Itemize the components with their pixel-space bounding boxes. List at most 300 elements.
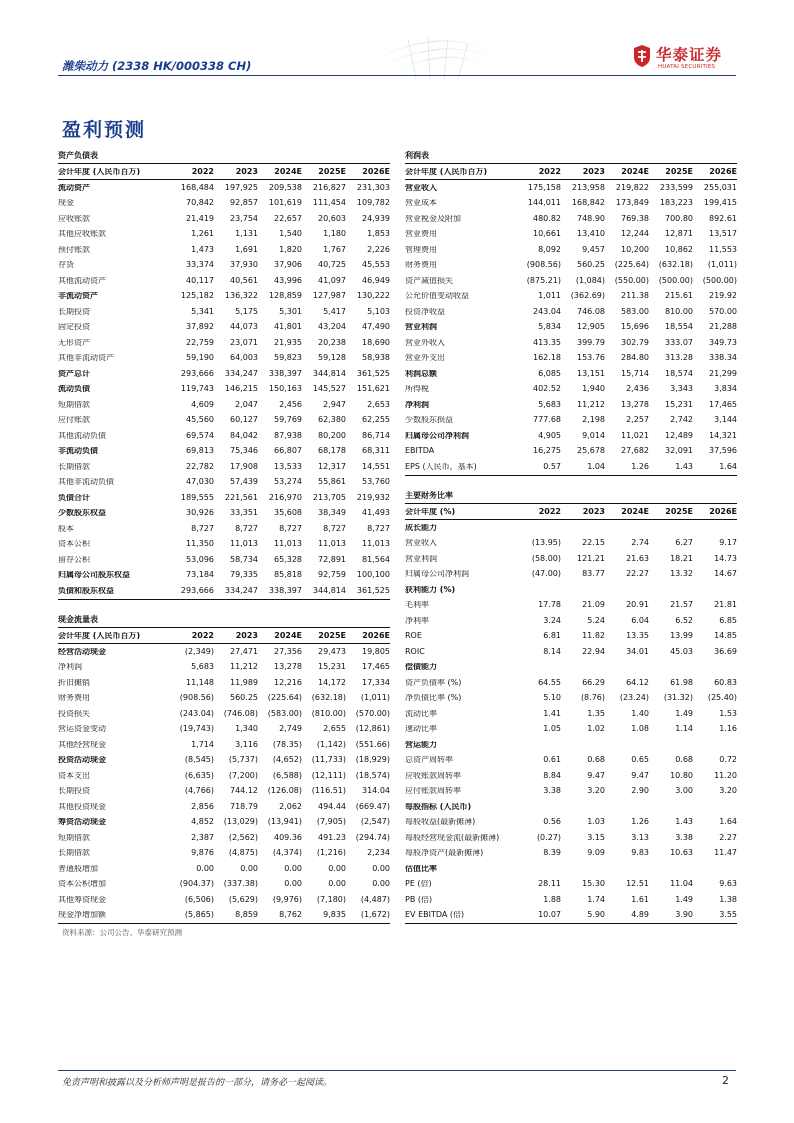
- row-value: 3.15: [587, 832, 605, 842]
- row-value: (632.18): [658, 260, 693, 270]
- row-value: (551.66): [355, 739, 390, 749]
- row-value: 12.51: [626, 879, 649, 889]
- cash-flow-table: [58, 612, 390, 924]
- row-value: 37,596: [709, 446, 737, 456]
- row-value: 14.73: [714, 553, 737, 563]
- row-value: (225.64): [267, 693, 302, 703]
- row-value: (23.24): [619, 693, 649, 703]
- row-value: 11,553: [709, 244, 737, 254]
- row-label: 应付账款: [58, 416, 90, 425]
- table-row: [58, 475, 390, 491]
- row-value: (5,865): [184, 910, 214, 920]
- header-year: 2025E: [665, 166, 693, 176]
- row-value: 18,690: [362, 337, 390, 347]
- table-row: [58, 660, 390, 676]
- row-value: 3,834: [714, 384, 737, 394]
- row-value: 11.04: [670, 879, 693, 889]
- row-label: 偿债能力: [405, 663, 437, 672]
- row-value: 3.20: [719, 786, 737, 796]
- row-value: 34.01: [626, 646, 649, 656]
- row-value: 11,013: [362, 539, 390, 549]
- table-header-row: [405, 504, 737, 520]
- row-value: 80,200: [318, 430, 346, 440]
- row-value: (362.69): [570, 291, 605, 301]
- table-row: [58, 521, 390, 537]
- row-value: 64.55: [538, 677, 561, 687]
- row-value: (746.08): [223, 708, 258, 718]
- row-value: 27,356: [274, 646, 302, 656]
- row-value: 3.38: [675, 832, 693, 842]
- row-value: 313.28: [665, 353, 693, 363]
- row-value: 1,473: [191, 244, 214, 254]
- row-label: ROE: [405, 632, 422, 641]
- row-label: 流动比率: [405, 709, 437, 718]
- table-row: [58, 242, 390, 258]
- row-value: 1,340: [235, 724, 258, 734]
- row-value: 11,013: [230, 539, 258, 549]
- table-row: [405, 320, 737, 336]
- row-label: 资产总计: [58, 369, 90, 378]
- table-row: [58, 320, 390, 336]
- header-year: 2024E: [621, 506, 649, 516]
- row-value: 1,691: [235, 244, 258, 254]
- row-value: 8.84: [543, 770, 561, 780]
- table-header-row: [58, 164, 390, 180]
- row-value: (6,588): [272, 770, 302, 780]
- header-label: 会计年度 (人民币百万): [58, 631, 141, 640]
- row-value: 13.35: [626, 631, 649, 641]
- row-value: 409.36: [274, 832, 302, 842]
- row-value: 334,247: [224, 585, 258, 595]
- row-label: 资本公积: [58, 540, 90, 549]
- row-value: 36.69: [714, 646, 737, 656]
- row-value: 2.90: [631, 786, 649, 796]
- table-row: [405, 351, 737, 367]
- row-value: 1.05: [543, 724, 561, 734]
- row-value: 1,131: [235, 229, 258, 239]
- table-row: [58, 537, 390, 553]
- row-value: (1,084): [575, 275, 605, 285]
- row-label: PE (倍): [405, 880, 432, 889]
- table-row: [405, 227, 737, 243]
- row-value: 27,471: [230, 646, 258, 656]
- row-value: 9,876: [191, 848, 214, 858]
- row-label: 利润总额: [405, 369, 437, 378]
- row-value: (1,011): [360, 693, 390, 703]
- header-label: 会计年度 (%): [405, 507, 456, 516]
- row-value: 18,554: [665, 322, 693, 332]
- row-label: 每股净资产(最新摊薄): [405, 849, 484, 858]
- table-row: [405, 706, 737, 722]
- row-label: EBITDA: [405, 447, 435, 456]
- row-label: 流动负债: [58, 385, 90, 394]
- row-value: (7,905): [316, 817, 346, 827]
- row-value: 1,714: [191, 739, 214, 749]
- row-value: 8,727: [323, 523, 346, 533]
- row-value: 5,301: [279, 306, 302, 316]
- row-value: 35,608: [274, 508, 302, 518]
- row-value: 215.61: [665, 291, 693, 301]
- table-row: [58, 459, 390, 475]
- row-value: 9.47: [631, 770, 649, 780]
- table-row: [58, 490, 390, 506]
- row-value: (908.56): [526, 260, 561, 270]
- table-row: [405, 242, 737, 258]
- row-value: 399.79: [577, 337, 605, 347]
- row-label: 其他应收账款: [58, 230, 106, 239]
- row-value: 69,574: [186, 430, 214, 440]
- row-value: 3,116: [235, 739, 258, 749]
- header-divider: [58, 75, 736, 76]
- row-value: (126.08): [267, 786, 302, 796]
- row-value: 60.83: [714, 677, 737, 687]
- header-year: 2022: [191, 166, 214, 176]
- table-row: [405, 582, 737, 598]
- row-value: 66.29: [582, 677, 605, 687]
- row-value: 8,727: [191, 523, 214, 533]
- row-value: 1.53: [719, 708, 737, 718]
- table-row: [405, 815, 737, 831]
- row-label: 归属母公司净利润: [405, 431, 469, 440]
- row-value: 361,525: [356, 368, 390, 378]
- row-value: 219.92: [709, 291, 737, 301]
- row-value: 33,351: [230, 508, 258, 518]
- row-value: 183,223: [659, 198, 693, 208]
- row-value: 53,274: [274, 477, 302, 487]
- table-row: [405, 567, 737, 583]
- row-label: 所得税: [405, 385, 429, 394]
- row-value: 9,835: [323, 910, 346, 920]
- row-value: (31.32): [663, 693, 693, 703]
- row-value: 62,255: [362, 415, 390, 425]
- row-value: (6,506): [184, 894, 214, 904]
- row-value: 12,244: [621, 229, 649, 239]
- row-label: 其他筹资现金: [58, 895, 106, 904]
- table-row: [405, 196, 737, 212]
- table-row: [58, 815, 390, 831]
- table-row: [58, 382, 390, 398]
- row-value: 0.00: [284, 879, 302, 889]
- row-value: 8,727: [279, 523, 302, 533]
- row-value: 233,599: [659, 182, 693, 192]
- table-row: [405, 908, 737, 924]
- table-row: [405, 629, 737, 645]
- row-value: (6,635): [184, 770, 214, 780]
- row-value: (4,374): [272, 848, 302, 858]
- table-title: 现金流量表: [58, 612, 390, 628]
- header-year: 2022: [191, 630, 214, 640]
- table-row: [58, 846, 390, 862]
- row-value: 1,540: [279, 229, 302, 239]
- row-value: 40,561: [230, 275, 258, 285]
- table-row: [405, 722, 737, 738]
- row-value: 213,705: [312, 492, 346, 502]
- row-value: 168,484: [180, 182, 214, 192]
- row-value: 11.47: [714, 848, 737, 858]
- row-value: (5,629): [228, 894, 258, 904]
- data-source-note: 资料来源：公司公告、华泰研究预测: [62, 928, 182, 937]
- row-value: 59,769: [274, 415, 302, 425]
- row-value: 5,683: [191, 662, 214, 672]
- row-value: 14.85: [714, 631, 737, 641]
- row-value: 40,117: [186, 275, 214, 285]
- row-label: 资本公积增加: [58, 880, 106, 889]
- row-label: 营业外收入: [405, 338, 445, 347]
- row-value: 37,892: [186, 322, 214, 332]
- row-label: 公允价值变动收益: [405, 292, 469, 301]
- row-value: 121.21: [577, 553, 605, 563]
- row-value: (4,652): [272, 755, 302, 765]
- row-value: 2,257: [626, 415, 649, 425]
- row-value: 21,288: [709, 322, 737, 332]
- row-value: 209,538: [268, 182, 302, 192]
- row-value: 23,754: [230, 213, 258, 223]
- table-row: [58, 506, 390, 522]
- table-row: [58, 892, 390, 908]
- row-value: 1,940: [582, 384, 605, 394]
- row-label: 营运能力: [405, 740, 437, 749]
- row-value: (47.00): [531, 569, 561, 579]
- row-value: 1.74: [587, 894, 605, 904]
- row-value: 6.04: [631, 615, 649, 625]
- row-value: 211.38: [621, 291, 649, 301]
- row-value: (243.04): [179, 708, 214, 718]
- row-value: (58.00): [531, 553, 561, 563]
- table-header-row: [58, 628, 390, 644]
- row-value: 560.25: [230, 693, 258, 703]
- header-year: 2026E: [362, 166, 390, 176]
- row-value: 0.61: [543, 755, 561, 765]
- row-value: (78.35): [272, 739, 302, 749]
- row-value: 12,489: [665, 430, 693, 440]
- table-row: [405, 428, 737, 444]
- row-value: 10,862: [665, 244, 693, 254]
- row-value: 1.41: [543, 708, 561, 718]
- row-value: 79,335: [230, 570, 258, 580]
- row-value: 32,091: [665, 446, 693, 456]
- table-row: [405, 830, 737, 846]
- row-value: 58,734: [230, 554, 258, 564]
- row-value: 15,231: [318, 662, 346, 672]
- row-value: (1,011): [707, 260, 737, 270]
- row-value: 13,410: [577, 229, 605, 239]
- table-row: [405, 660, 737, 676]
- row-value: (8.76): [580, 693, 605, 703]
- row-value: 70,842: [186, 198, 214, 208]
- row-value: (4,875): [228, 848, 258, 858]
- row-label: 应收账款周转率: [405, 771, 461, 780]
- row-value: 491.23: [318, 832, 346, 842]
- table-row: [58, 722, 390, 738]
- row-label: 非流动负债: [58, 447, 98, 456]
- row-value: 0.00: [328, 879, 346, 889]
- row-label: 存货: [58, 261, 74, 270]
- income-statement-table: [405, 148, 737, 476]
- table-row: [58, 196, 390, 212]
- row-value: 6,085: [538, 368, 561, 378]
- row-value: 15,231: [665, 399, 693, 409]
- row-value: 189,555: [180, 492, 214, 502]
- row-value: (500.00): [702, 275, 737, 285]
- row-label: 负债和股东权益: [58, 586, 114, 595]
- row-value: 92,759: [318, 570, 346, 580]
- table-row: [405, 289, 737, 305]
- table-row: [58, 706, 390, 722]
- row-value: 9,457: [582, 244, 605, 254]
- row-value: 119,743: [180, 384, 214, 394]
- row-value: 10,200: [621, 244, 649, 254]
- row-value: 66,807: [274, 446, 302, 456]
- row-label: 其他流动负债: [58, 431, 106, 440]
- row-value: 5.24: [587, 615, 605, 625]
- page-title: 盈利预测: [62, 119, 147, 141]
- row-value: 570.00: [709, 306, 737, 316]
- row-value: 58,938: [362, 353, 390, 363]
- row-value: 1.43: [675, 461, 693, 471]
- row-value: 59,823: [274, 353, 302, 363]
- header-year: 2025E: [665, 506, 693, 516]
- row-value: (7,180): [316, 894, 346, 904]
- row-label: 净利率: [405, 616, 429, 625]
- row-value: 57,439: [230, 477, 258, 487]
- row-label: 短期借款: [58, 833, 90, 842]
- header-year: 2023: [235, 166, 258, 176]
- header-year: 2023: [582, 166, 605, 176]
- table-row: [405, 861, 737, 877]
- header-year: 2026E: [709, 166, 737, 176]
- row-label: 现金净增加额: [58, 911, 106, 920]
- table-row: [405, 459, 737, 475]
- row-value: 21.63: [626, 553, 649, 563]
- row-value: 199,415: [703, 198, 737, 208]
- row-value: (225.64): [614, 260, 649, 270]
- row-label: 管理费用: [405, 245, 437, 254]
- row-value: 243.04: [533, 306, 561, 316]
- report-header-title: 潍柴动力 (2338 HK/000338 CH): [62, 59, 252, 73]
- row-value: 17,465: [362, 662, 390, 672]
- table-row: [405, 397, 737, 413]
- row-value: 22.94: [582, 646, 605, 656]
- row-value: 11,013: [274, 539, 302, 549]
- row-label: 其他非流动资产: [58, 354, 114, 363]
- row-label: 预付账款: [58, 245, 90, 254]
- row-value: 361,525: [356, 585, 390, 595]
- row-value: 0.00: [240, 863, 258, 873]
- table-row: [58, 258, 390, 274]
- row-label: 资产减值损失: [405, 276, 453, 285]
- row-value: 45,560: [186, 415, 214, 425]
- row-value: 216,827: [312, 182, 346, 192]
- row-value: 284.80: [621, 353, 649, 363]
- row-value: 11,212: [230, 662, 258, 672]
- row-value: 153.76: [577, 353, 605, 363]
- row-value: 231,303: [356, 182, 390, 192]
- row-value: 1.04: [587, 461, 605, 471]
- row-label: 归属母公司股东权益: [58, 571, 130, 580]
- row-value: 338.34: [709, 353, 737, 363]
- table-title: 利润表: [405, 148, 737, 164]
- row-value: 59,190: [186, 353, 214, 363]
- row-label: 财务费用: [405, 261, 437, 270]
- row-label: 股本: [58, 524, 74, 533]
- row-value: 46,949: [362, 275, 390, 285]
- row-value: 28.11: [538, 879, 561, 889]
- row-value: (13,029): [223, 817, 258, 827]
- row-value: 6.52: [675, 615, 693, 625]
- row-value: (12,111): [311, 770, 346, 780]
- table-row: [58, 413, 390, 429]
- row-value: 43,204: [318, 322, 346, 332]
- row-label: 净负债比率 (%): [405, 694, 462, 703]
- row-label: 营业税金及附加: [405, 214, 461, 223]
- table-row: [58, 552, 390, 568]
- row-value: 17,908: [230, 461, 258, 471]
- row-value: 136,322: [224, 291, 258, 301]
- row-value: 2,226: [367, 244, 390, 254]
- row-value: 718.79: [230, 801, 258, 811]
- row-value: 2,062: [279, 801, 302, 811]
- table-bottom-rule: [58, 923, 390, 924]
- table-bottom-rule: [405, 475, 737, 476]
- table-row: [58, 335, 390, 351]
- row-value: 53,096: [186, 554, 214, 564]
- row-value: 12,871: [665, 229, 693, 239]
- row-value: 2,856: [191, 801, 214, 811]
- row-value: 87,938: [274, 430, 302, 440]
- balance-sheet-table: [58, 148, 390, 600]
- row-value: (632.18): [311, 693, 346, 703]
- row-value: 5,175: [235, 306, 258, 316]
- row-value: 8,859: [235, 910, 258, 920]
- row-value: 15,696: [621, 322, 649, 332]
- row-value: 14,172: [318, 677, 346, 687]
- row-value: 1.88: [543, 894, 561, 904]
- row-value: 11.20: [714, 770, 737, 780]
- row-value: 1,261: [191, 229, 214, 239]
- row-value: 5,341: [191, 306, 214, 316]
- row-label: 应收账款: [58, 214, 90, 223]
- table-row: [58, 644, 390, 660]
- row-value: 810.00: [665, 306, 693, 316]
- table-row: [405, 520, 737, 536]
- row-label: 折旧摊销: [58, 678, 90, 687]
- row-value: 21,419: [186, 213, 214, 223]
- row-value: 84,042: [230, 430, 258, 440]
- row-label: 营业利润: [405, 554, 437, 563]
- row-value: 44,073: [230, 322, 258, 332]
- row-value: 3.90: [675, 910, 693, 920]
- header-year: 2022: [538, 166, 561, 176]
- row-value: 20.91: [626, 600, 649, 610]
- row-value: (1,142): [316, 739, 346, 749]
- row-value: (19,743): [179, 724, 214, 734]
- row-value: 3.00: [675, 786, 693, 796]
- row-value: 2.74: [631, 538, 649, 548]
- table-row: [405, 784, 737, 800]
- row-label: 普通股增加: [58, 864, 98, 873]
- header-year: 2023: [235, 630, 258, 640]
- row-value: 130,222: [356, 291, 390, 301]
- row-value: 1.16: [719, 724, 737, 734]
- row-value: 9.17: [719, 538, 737, 548]
- row-label: 负债合计: [58, 493, 90, 502]
- financial-ratios-table: [405, 488, 737, 924]
- row-value: 4.89: [631, 910, 649, 920]
- row-value: 13.32: [670, 569, 693, 579]
- row-value: 22.15: [582, 538, 605, 548]
- row-value: 21.09: [582, 600, 605, 610]
- row-value: 41,097: [318, 275, 346, 285]
